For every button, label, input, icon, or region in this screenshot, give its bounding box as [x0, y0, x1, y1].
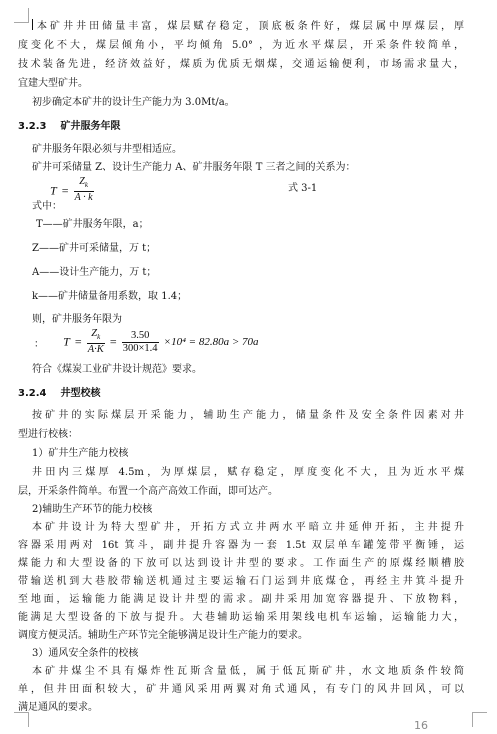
- section-number: 3.2.3: [18, 121, 47, 132]
- intro-line-1-text: 本矿井井田储量丰富，煤层赋存稳定，顶底板条件好，煤层属中厚煤层，厚: [34, 21, 464, 32]
- intro-line-2: 度变化不大，煤层倾角小，平均倾角 5.0° ，为近水平煤层，开采条件较简单，: [18, 40, 464, 51]
- item-2-line-3: 煤能力和大型设备的下放可以达到设计井型的要求。工作面生产的原煤经顺槽胶: [18, 558, 464, 569]
- calc-result: ×10⁴ = 82.80a > 70a: [163, 336, 259, 349]
- calc-fraction-2: [122, 330, 159, 355]
- def-k: k——矿井储量备用系数，取 1.4；: [32, 291, 188, 302]
- calc-num1-main: Z: [91, 328, 98, 339]
- item-3-line-3: 满足通风的要求。: [18, 702, 98, 713]
- item-2-line-7: 调度方便灵活。辅助生产环节完全能够满足设计生产能力的要求。: [18, 630, 308, 641]
- def-z: Z——矿井可采储量，万 t；: [32, 243, 157, 254]
- item-1-line-1: 井田内三煤厚 4.5m，为厚煤层，赋存稳定，厚度变化不大，且为近水平煤: [32, 467, 464, 478]
- where-label: 式中：: [32, 201, 62, 212]
- service-life-p1: 矿井服务年限必须与井型相适应。: [32, 144, 182, 155]
- section-heading-3-2-4: [18, 385, 100, 403]
- crop-mark-bottom-right: [472, 712, 487, 727]
- page-number: 16: [414, 719, 428, 732]
- item-2-line-6: 能满足大型设备的下放与提升。大巷辅助运输采用架线电机车运输，运输能力大，: [18, 612, 464, 623]
- formula-num-sub: k: [84, 181, 88, 189]
- calc-eq: =: [74, 334, 82, 349]
- check-intro-line-1: 按矿井的实际煤层开采能力，辅助生产能力，储量条件及安全条件因素对井: [32, 410, 464, 421]
- calc-prefix: ：: [34, 338, 44, 350]
- calc-denominator-2: 300×1.4: [122, 342, 158, 354]
- service-life-then: 则，矿井服务年限为: [32, 314, 122, 325]
- calc-num1-sub: k: [97, 333, 101, 342]
- item-2-line-5: 至地面，运输能力能满足设计井型的需求。副井采用加宽容器提升、下放物料，: [18, 594, 464, 605]
- service-life-calculation: [34, 328, 259, 358]
- check-intro-line-2: 型进行校核：: [18, 429, 78, 440]
- calc-numerator-1: [87, 328, 105, 344]
- calc-lhs: T: [63, 334, 70, 349]
- section-title: 井型校核: [60, 388, 101, 399]
- intro-line-4: 宜建大型矿井。: [18, 78, 88, 89]
- item-3-heading: 3）通风安全条件的校核: [32, 648, 139, 659]
- formula-tag: 式 3-1: [288, 183, 318, 194]
- item-3-line-2: 单，但井田面积较大，矿井通风采用两翼对角式通风，有专门的风井回风，可以: [18, 684, 464, 695]
- conform-statement: 符合《煤炭工业矿井设计规范》要求。: [32, 364, 202, 375]
- calc-eq-2: =: [109, 334, 117, 349]
- calc-numerator-2: 3.50: [122, 330, 159, 343]
- item-2-heading: 2)辅助生产环节的能力校核: [32, 504, 153, 515]
- formula-eq: =: [61, 183, 69, 198]
- intro-line-3: 技术装备先进，经济效益好，煤质为优质无烟煤，交通运输便利，市场需求量大，: [18, 59, 464, 70]
- text-cursor: [32, 19, 33, 30]
- def-a: A——设计生产能力，万 t；: [32, 267, 157, 278]
- section-title: 矿井服务年限: [60, 121, 121, 132]
- calc-fraction-1: [87, 328, 105, 356]
- item-2-line-4: 带输送机到大巷胶带输送机通过主要运输石门运到井底煤仓，再经主井箕斗提升: [18, 576, 464, 587]
- intro-line-1[interactable]: [32, 18, 464, 36]
- calc-denominator-1: A·K: [87, 344, 104, 356]
- item-3-line-1: 本矿井煤尘不具有爆炸性瓦斯含量低，属于低瓦斯矿井，水文地质条件较简: [32, 666, 464, 677]
- formula-lhs: T: [50, 183, 57, 198]
- formula-numerator: [74, 176, 94, 192]
- def-t: T——矿井服务年限，a；: [36, 219, 149, 230]
- service-life-p2: 矿井可采储量 Z、设计生产能力 A、矿井服务年限 T 三者之间的关系为：: [32, 162, 356, 173]
- item-1-line-2: 层，开采条件简单。布置一个高产高效工作面，即可达产。: [18, 486, 278, 497]
- formula-num-main: Z: [79, 176, 85, 187]
- section-number: 3.2.4: [18, 388, 47, 399]
- crop-mark-top-left: [14, 8, 29, 23]
- item-2-line-2: 容器采用两对 16t 箕斗，副井提升容器为一套 1.5t 双层单车罐笼带平衡锤，运: [18, 540, 464, 551]
- item-1-heading: 1）矿井生产能力校核: [32, 448, 129, 459]
- formula-denominator: A · k: [74, 192, 93, 203]
- item-2-line-1: 本矿井设计为特大型矿井，开拓方式立井两水平暗立井延伸开拓，主井提升: [32, 522, 464, 533]
- capacity-statement: 初步确定本矿井的设计生产能力为 3.0Mt/a。: [32, 97, 235, 108]
- section-heading-3-2-3: [18, 118, 120, 136]
